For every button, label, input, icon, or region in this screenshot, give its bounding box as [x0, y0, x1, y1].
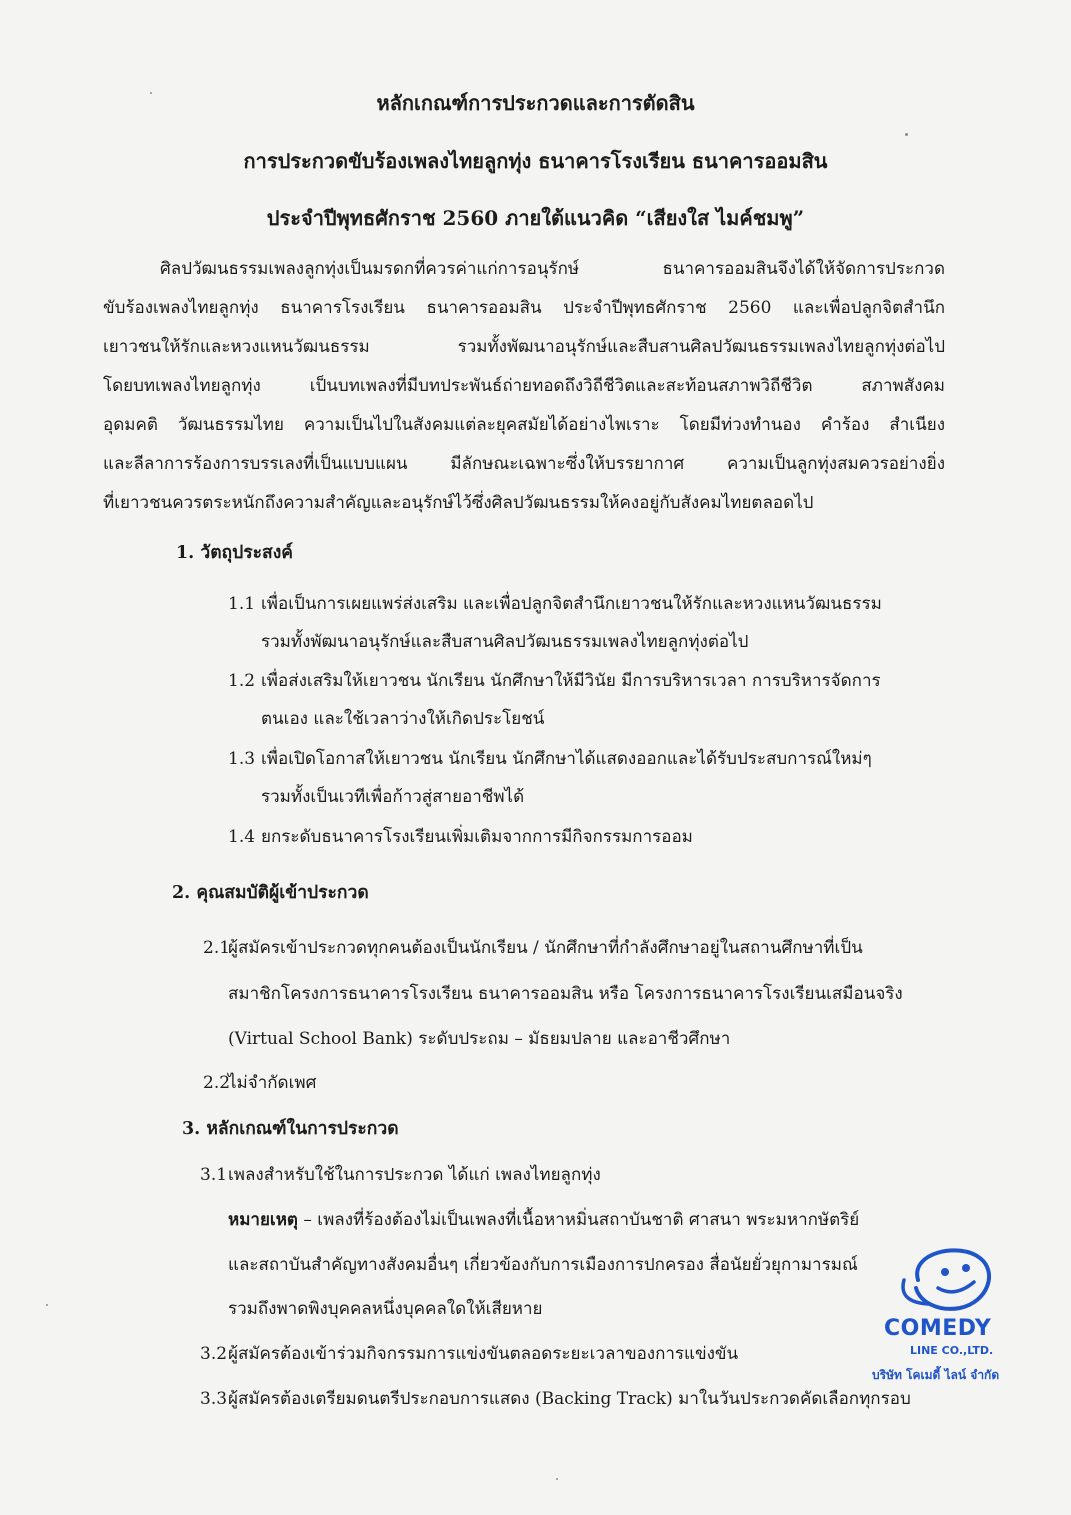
item-text-continued: รวมทั้งพัฒนาอนุรักษ์และสืบสานศิลปวัฒนธรรมเพลงไทยลูกทุ่งต่อไป — [261, 632, 749, 652]
objective-item — [228, 822, 693, 852]
document-title: หลักเกณฑ์การประกวดและการตัดสิน — [376, 91, 695, 115]
section-1-heading: 1. วัตถุประสงค์ — [176, 543, 293, 563]
intro-line: ขับร้องเพลงไทยลูกทุ่ง ธนาคารโรงเรียน ธนาคารออมสิน ประจำปีพุทธศักราช 2560 และเพื่อปลูกจิตสำนึก — [103, 298, 945, 318]
intro-line: และลีลาการร้องการบรรเลงที่เป็นแบบแผน มีลักษณะเฉพาะซึ่งให้บรรยากาศ ความเป็นลูกทุ่งสมควรอย่างยิ่ง — [103, 454, 945, 474]
item-text: ผู้สมัครต้องเตรียมดนตรีประกอบการแสดง (Backing Track) มาในวันประกวดคัดเลือกทุกรอบ — [228, 1389, 911, 1409]
item-text: เพื่อเปิดโอกาสให้เยาวชน นักเรียน นักศึกษาได้แสดงออกและได้รับประสบการณ์ใหม่ๆ — [261, 749, 872, 769]
intro-line: อุดมคติ วัฒนธรรมไทย ความเป็นไปในสังคมแต่ละยุคสมัยได้อย่างไพเราะ โดยมีท่วงทำนอง คำร้อง สำเนียง — [103, 415, 945, 435]
item-number: 3.1 — [200, 1165, 228, 1185]
item-number: 2.1 — [203, 938, 231, 958]
criteria-item — [200, 1384, 911, 1414]
criteria-item — [200, 1339, 738, 1369]
objective-item — [228, 589, 882, 619]
note-label: หมายเหตุ — [228, 1210, 298, 1230]
item-number: 1.4 — [228, 827, 256, 847]
section-3-heading: 3. หลักเกณฑ์ในการประกวด — [182, 1119, 399, 1139]
criteria-item — [200, 1160, 601, 1190]
scan-speck — [905, 133, 908, 136]
scan-speck — [150, 92, 152, 94]
intro-line: โดยบทเพลงไทยลูกทุ่ง เป็นบทเพลงที่มีบทประพันธ์ถ่ายทอดถึงวิถีชีวิตและสะท้อนสภาพวิถีชีวิต สภาพสังคม — [103, 376, 945, 396]
item-text-continued: ตนเอง และใช้เวลาว่างให้เกิดประโยชน์ — [261, 709, 545, 729]
item-number: 1.3 — [228, 749, 256, 769]
stamp-thai-name: บริษัท โคเมดี้ ไลน์ จำกัด — [872, 1368, 1000, 1382]
contest-title: การประกวดขับร้องเพลงไทยลูกทุ่ง ธนาคารโรงเรียน ธนาคารออมสิน — [243, 149, 828, 173]
objective-item — [228, 666, 881, 696]
item-number: 1.1 — [228, 594, 256, 614]
item-text: ผู้สมัครเข้าประกวดทุกคนต้องเป็นนักเรียน / นักศึกษาที่กำลังศึกษาอยู่ในสถานศึกษาที่เป็น — [228, 938, 863, 958]
item-text-continued: (Virtual School Bank) ระดับประถม – มัธยมปลาย และอาชีวศึกษา — [228, 1029, 731, 1049]
item-text-continued: สมาชิกโครงการธนาคารโรงเรียน ธนาคารออมสิน หรือ โครงการธนาคารโรงเรียนเสมือนจริง — [228, 984, 903, 1004]
stamp-subtitle: LINE CO.,LTD. — [910, 1344, 994, 1357]
scan-speck — [46, 1304, 48, 1306]
section-2-heading: 2. คุณสมบัติผู้เข้าประกวด — [172, 883, 369, 903]
note-line — [228, 1205, 859, 1235]
company-stamp — [872, 1240, 1030, 1400]
note-text-continued: รวมถึงพาดพิงบุคคลหนึ่งบุคคลใดให้เสียหาย — [228, 1299, 543, 1319]
item-number: 3.2 — [200, 1344, 228, 1364]
qualification-item — [203, 933, 863, 963]
year-concept-title: ประจำปีพุทธศักราช 2560 ภายใต้แนวคิด “เสียงใส ไมค์ชมพู” — [266, 206, 805, 230]
item-number: 2.2 — [203, 1073, 231, 1093]
note-text: – เพลงที่ร้องต้องไม่เป็นเพลงที่เนื้อหาหมิ่นสถาบันชาติ ศาสนา พระมหากษัตริย์ — [297, 1210, 860, 1230]
item-text: ไม่จำกัดเพศ — [228, 1073, 317, 1093]
item-number: 1.2 — [228, 671, 256, 691]
intro-line: ศิลปวัฒนธรรมเพลงลูกทุ่งเป็นมรดกที่ควรค่าแก่การอนุรักษ์ ธนาคารออมสินจึงได้ให้จัดการประกวด — [160, 259, 945, 279]
smiley-logo-icon — [880, 1240, 1030, 1325]
item-text: เพื่อเป็นการเผยแพร่ส่งเสริม และเพื่อปลูกจิตสำนึกเยาวชนให้รักและหวงแหนวัฒนธรรม — [261, 594, 882, 614]
item-text: เพลงสำหรับใช้ในการประกวด ได้แก่ เพลงไทยลูกทุ่ง — [228, 1165, 601, 1185]
scan-speck — [556, 1478, 558, 1480]
intro-line: เยาวชนให้รักและหวงแหนวัฒนธรรม รวมทั้งพัฒนาอนุรักษ์และสืบสานศิลปวัฒนธรรมเพลงไทยลูกทุ่งต่อไป — [103, 337, 945, 357]
stamp-brand: COMEDY — [884, 1316, 992, 1341]
intro-line: ที่เยาวชนควรตระหนักถึงความสำคัญและอนุรักษ์ไว้ซึ่งศิลปวัฒนธรรมให้คงอยู่กับสังคมไทยตลอดไป — [103, 493, 814, 513]
qualification-item — [203, 1068, 316, 1098]
item-text-continued: รวมทั้งเป็นเวทีเพื่อก้าวสู่สายอาชีพได้ — [261, 787, 525, 807]
item-text: ยกระดับธนาคารโรงเรียนเพิ่มเติมจากการมีกิจกรรมการออม — [261, 827, 693, 847]
objective-item — [228, 744, 872, 774]
note-text-continued: และสถาบันสำคัญทางสังคมอื่นๆ เกี่ยวข้องกับการเมืองการปกครอง สื่อนัยยั่วยุกามารมณ์ — [228, 1255, 858, 1275]
item-text: ผู้สมัครต้องเข้าร่วมกิจกรรมการแข่งขันตลอดระยะเวลาของการแข่งขัน — [228, 1344, 739, 1364]
item-text: เพื่อส่งเสริมให้เยาวชน นักเรียน นักศึกษาให้มีวินัย มีการบริหารเวลา การบริหารจัดการ — [261, 671, 881, 691]
item-number: 3.3 — [200, 1389, 228, 1409]
